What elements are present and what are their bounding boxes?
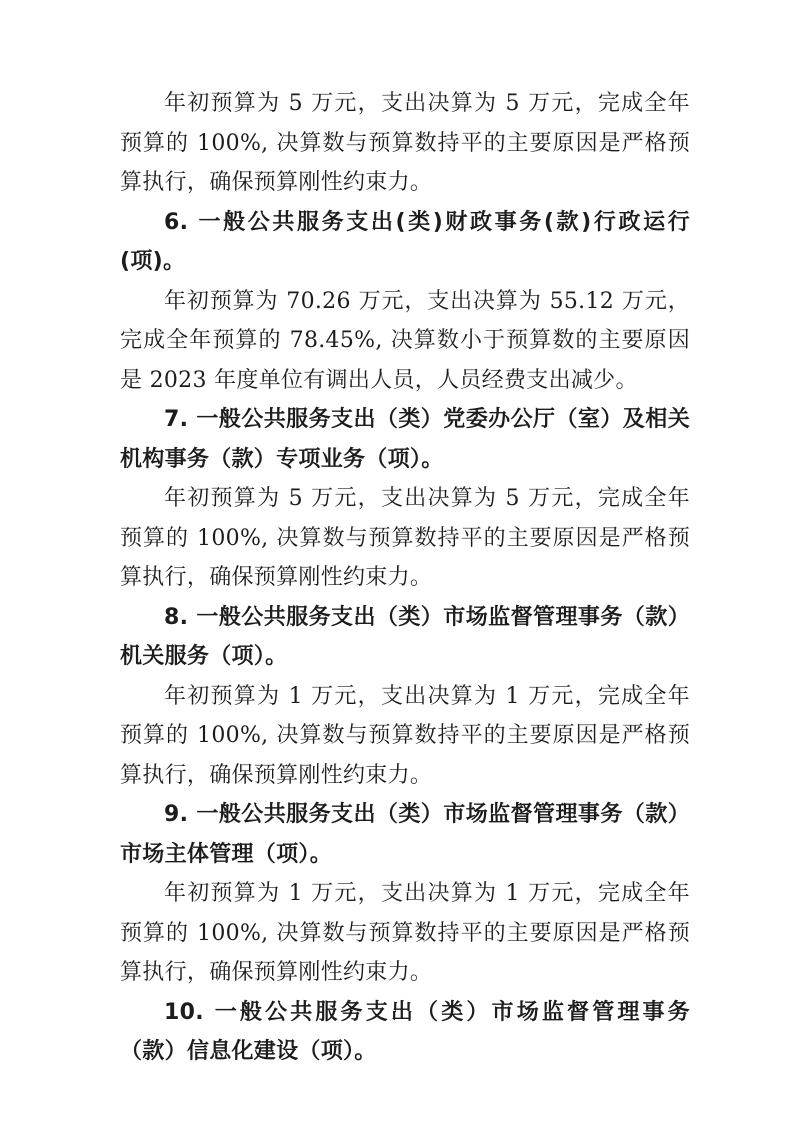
budget-paragraph-item9: 年初预算为 1 万元，支出决算为 1 万元，完成全年预算的 100%, 决算数与预算数持平的主要原因是严格预算执行，确保预算刚性约束力。: [120, 881, 690, 985]
budget-paragraph-item8: 年初预算为 1 万元，支出决算为 1 万元，完成全年预算的 100%, 决算数与预算数持平的主要原因是严格预算执行，确保预算刚性约束力。: [120, 683, 690, 788]
section-heading-8: 8. 一般公共服务支出（类）市场监督管理事务（款）机关服务（项）。: [120, 604, 690, 669]
budget-paragraph-item7: 年初预算为 5 万元，支出决算为 5 万元，完成全年预算的 100%, 决算数与预算数持平的主要原因是严格预算执行，确保预算刚性约束力。: [120, 486, 690, 590]
section-heading-9: 9. 一般公共服务支出（类）市场监督管理事务（款）市场主体管理（项）。: [120, 802, 690, 867]
section-heading-10: 10. 一般公共服务支出（类）市场监督管理事务（款）信息化建设（项）。: [120, 999, 690, 1064]
document-content: [120, 84, 690, 1072]
budget-paragraph-item6: 年初预算为 70.26 万元，支出决算为 55.12 万元，完成全年预算的 78.45%, 决算数小于预算数的主要原因是 2023 年度单位有调出人员，人员经费支出减少。: [120, 288, 690, 393]
section-heading-7: 7. 一般公共服务支出（类）党委办公厅（室）及相关机构事务（款）专项业务（项）。: [120, 407, 690, 472]
section-heading-6: 6. 一般公共服务支出(类)财政事务(款)行政运行(项)。: [120, 209, 690, 274]
budget-paragraph-item5-continued: 年初预算为 5 万元，支出决算为 5 万元，完成全年预算的 100%, 决算数与预算数持平的主要原因是严格预算执行，确保预算刚性约束力。: [120, 91, 690, 195]
